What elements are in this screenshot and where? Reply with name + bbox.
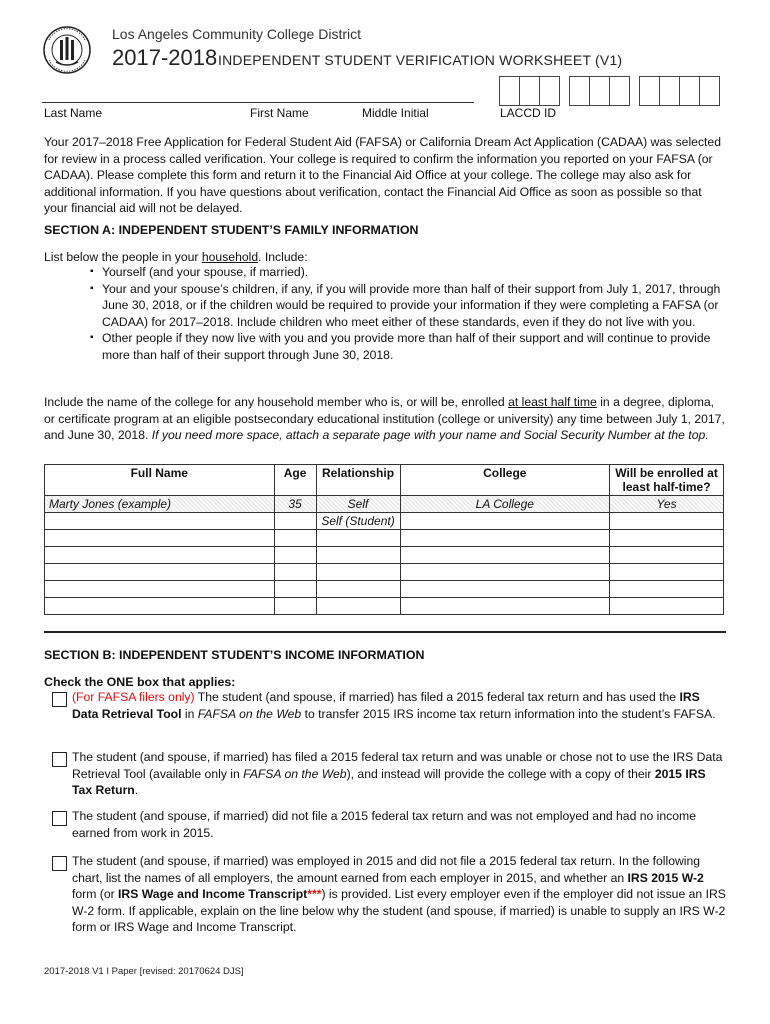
- first-name-label: First Name: [250, 106, 309, 120]
- option1-checkbox[interactable]: [52, 692, 67, 707]
- header-half-time: Will be enrolled at least half-time?: [610, 465, 724, 496]
- form-title: INDEPENDENT STUDENT VERIFICATION WORKSHEET (V1): [218, 52, 623, 68]
- example-row: [45, 496, 724, 513]
- example-college: LA College: [400, 496, 610, 513]
- cell-name[interactable]: [45, 598, 275, 615]
- cell-college[interactable]: [400, 581, 610, 598]
- laccd-id-boxes[interactable]: [500, 76, 720, 104]
- cell-college[interactable]: [400, 513, 610, 530]
- last-name-label: Last Name: [44, 106, 103, 120]
- cell-age[interactable]: [274, 598, 316, 615]
- id-digit-box[interactable]: [639, 76, 660, 106]
- household-intro: List below the people in your household. Include:: [44, 250, 308, 264]
- cell-college[interactable]: [400, 598, 610, 615]
- table-row: [45, 547, 724, 564]
- cell-name[interactable]: [45, 564, 275, 581]
- cell-name[interactable]: [45, 513, 275, 530]
- cell-age[interactable]: [274, 530, 316, 547]
- cell-age[interactable]: [274, 547, 316, 564]
- cell-name[interactable]: [45, 530, 275, 547]
- example-name: Marty Jones (example): [45, 496, 275, 513]
- option2-checkbox[interactable]: [52, 752, 67, 767]
- laccd-id-label: LACCD ID: [500, 106, 557, 120]
- id-digit-box[interactable]: [569, 76, 590, 106]
- header-full-name: Full Name: [45, 465, 275, 496]
- id-digit-box[interactable]: [589, 76, 610, 106]
- id-digit-box[interactable]: [609, 76, 630, 106]
- household-table: [44, 464, 724, 615]
- section-a-heading: SECTION A: INDEPENDENT STUDENT’S FAMILY INFORMATION: [44, 223, 419, 237]
- footer-revision: 2017-2018 V1 I Paper [revised: 20170624 DJS]: [44, 966, 244, 977]
- cell-relationship[interactable]: [316, 598, 400, 615]
- cell-name[interactable]: [45, 547, 275, 564]
- form-year: 2017-2018: [112, 45, 218, 70]
- example-age: 35: [274, 496, 316, 513]
- cell-half-time[interactable]: [610, 581, 724, 598]
- cell-relationship-self: Self (Student): [316, 513, 400, 530]
- cell-name[interactable]: [45, 581, 275, 598]
- option4-text: The student (and spouse, if married) was employed in 2015 and did not file a 2015 federal tax return. In the following chart, list the names of all employers, the amount earned from each employer in 2015, and whether an IRS 2015 W-2 form (or IRS Wage and Income Transcript***) is provided. List every employer even if the employer did not issue an IRS W-2 form. If applicable, explain on the line below why the student (and spouse, if married) is unable to supply an IRS W-2 form or IRS Wage and Income Transcript.: [72, 854, 726, 934]
- cell-age[interactable]: [274, 564, 316, 581]
- bullet-item: ▪ Your and your spouse’s children, if any, if you will provide more than half of their support from July 1, 2017, through June 30, 2018, or if the children would be required to provide your information if they were completing a FAFSA (or CADAA) for 2017–2018. Include children who meet either of these standards, even if they do not live with you.: [90, 281, 730, 331]
- id-digit-box[interactable]: [679, 76, 700, 106]
- check-one-label: Check the ONE box that applies:: [44, 675, 236, 689]
- bullet-item: ▪ Other people if they now live with you and you provide more than half of their support and will continue to provide more than half of their support through June 30, 2018.: [90, 330, 730, 363]
- cell-relationship[interactable]: [316, 547, 400, 564]
- id-digit-box[interactable]: [539, 76, 560, 106]
- example-half-time: Yes: [610, 496, 724, 513]
- cell-college[interactable]: [400, 564, 610, 581]
- section-b-heading: SECTION B: INDEPENDENT STUDENT’S INCOME INFORMATION: [44, 648, 425, 662]
- cell-relationship[interactable]: [316, 530, 400, 547]
- district-name: Los Angeles Community College District: [112, 26, 361, 42]
- option2-text: The student (and spouse, if married) has filed a 2015 federal tax return and was unable or chose not to use the IRS Data Retrieval Tool (available only in FAFSA on the Web), and instead will provide the college with a copy of their 2015 IRS Tax Return.: [72, 750, 723, 797]
- cell-age[interactable]: [274, 581, 316, 598]
- section-divider: [44, 631, 726, 633]
- option1-text: (For FAFSA filers only) The student (and spouse, if married) has filed a 2015 federal tax return and has used the IRS Data Retrieval Tool in FAFSA on the Web to transfer 2015 IRS income tax return information into the student’s FAFSA.: [72, 690, 716, 721]
- table-row: [45, 581, 724, 598]
- middle-initial-label: Middle Initial: [362, 106, 429, 120]
- laccd-seal-logo: [42, 22, 92, 82]
- intro-paragraph: Your 2017–2018 Free Application for Federal Student Aid (FAFSA) or California Dream Act Application (CADAA) was selected for review in a process called verification. Your college is required to confirm the information you reported on your FAFSA (or CADAA). Please complete this form and return it to the Financial Aid Office at your college. The college may also ask for additional information. If you have questions about verification, contact the Financial Aid Office as soon as possible so that your financial aid will not be delayed.: [44, 135, 721, 215]
- table-row: [45, 564, 724, 581]
- cell-half-time[interactable]: [610, 564, 724, 581]
- table-row: [45, 530, 724, 547]
- cell-half-time[interactable]: [610, 598, 724, 615]
- option4-checkbox[interactable]: [52, 856, 67, 871]
- cell-college[interactable]: [400, 547, 610, 564]
- header-age: Age: [274, 465, 316, 496]
- cell-relationship[interactable]: [316, 581, 400, 598]
- household-bullets: [90, 264, 730, 363]
- option3-text: The student (and spouse, if married) did not file a 2015 federal tax return and was not employed and had no income earned from work in 2015.: [72, 809, 696, 840]
- bullet-item: ▪ Yourself (and your spouse, if married).: [90, 264, 730, 281]
- cell-relationship[interactable]: [316, 564, 400, 581]
- id-digit-box[interactable]: [519, 76, 540, 106]
- cell-half-time[interactable]: [610, 513, 724, 530]
- table-row: [45, 513, 724, 530]
- id-digit-box[interactable]: [499, 76, 520, 106]
- cell-half-time[interactable]: [610, 547, 724, 564]
- cell-age[interactable]: [274, 513, 316, 530]
- college-instructions: Include the name of the college for any household member who is, or will be, enrolled at least half time in a degree, diploma, or certificate program at an eligible postsecondary educational institution (college or university) any time between July 1, 2017, and June 30, 2018. If you need more space, attach a separate page with your name and Social Security Number at the top.: [44, 395, 725, 442]
- cell-half-time[interactable]: [610, 530, 724, 547]
- table-row: [45, 598, 724, 615]
- example-relationship: Self: [316, 496, 400, 513]
- id-digit-box[interactable]: [659, 76, 680, 106]
- id-digit-box[interactable]: [699, 76, 720, 106]
- header-relationship: Relationship: [316, 465, 400, 496]
- header-college: College: [400, 465, 610, 496]
- cell-college[interactable]: [400, 530, 610, 547]
- option3-checkbox[interactable]: [52, 811, 67, 826]
- name-line[interactable]: [42, 102, 474, 103]
